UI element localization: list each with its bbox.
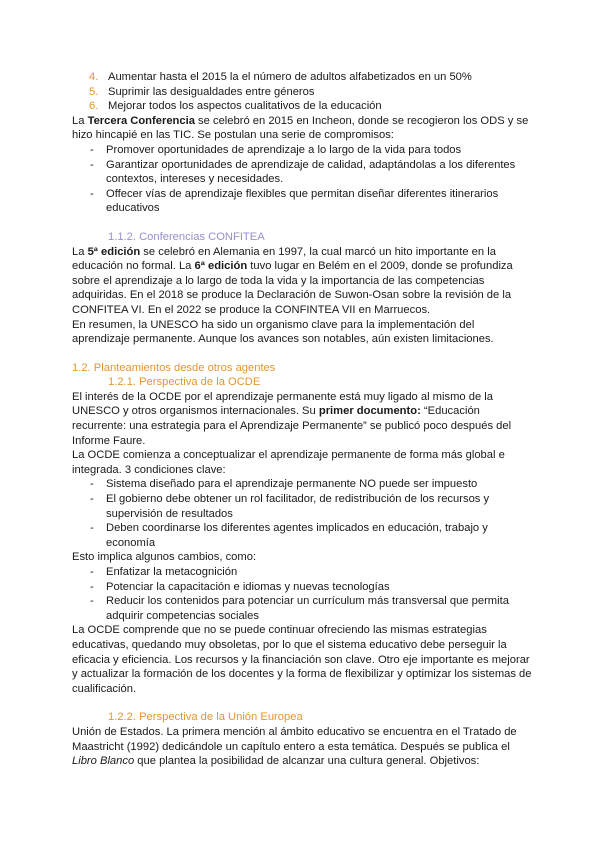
list-item-text: Deben coordinarse los diferentes agentes implicados en educación, trabajo y economía — [106, 522, 488, 549]
document-content — [72, 70, 532, 769]
list-item — [72, 70, 532, 85]
paragraph-resumen: En resumen, la UNESCO ha sido un organismo clave para la implementación del aprendizaje permanente. Aunque los avances son notables, aún existen limitaciones. — [72, 318, 494, 346]
dash-bullet: - — [90, 580, 94, 593]
list-item — [72, 477, 532, 492]
list-item-text: Aumentar hasta el 2015 la el número de adultos alfabetizados en un 50% — [108, 71, 472, 83]
heading-1-2: 1.2. Planteamientos desde otros agentes — [72, 361, 276, 374]
paragraph-ocde-3: La OCDE comprende que no se puede continuar ofreciendo las mismas estrategias educativas, quedando muy obsoletas, por lo que el sistema educativo debe perseguir la eficacia y eficiencia. Los recursos y la financiación son clave. Otro eje importante es mejorar y actualizar la formación de los docentes y la forma de flexibilizar y optimizar los sistemas de cualificación. — [72, 624, 532, 695]
paragraph-ocde-2: La OCDE comienza a conceptualizar el aprendizaje permanente de forma más global e integrada. 3 condiciones clave: — [72, 449, 505, 476]
list-item-text: Promover oportunidades de aprendizaje a lo largo de la vida para todos — [106, 143, 462, 156]
list-item-text: Potenciar la capacitación e idiomas y nuevas tecnologías — [106, 580, 390, 593]
dash-bullet: - — [90, 187, 94, 200]
list-item-text: El gobierno debe obtener un rol facilitador, de redistribución de los recursos y supervisión de resultados — [106, 493, 490, 520]
text-run: tuvo lugar en Belém en el 2009, donde se profundiza sobre el aprendizaje a lo largo de toda la vida y la importancia de las competencias adquiridas. En el 2018 se produce la Declaración de Suwon-Osan sobre la revisión de la CONFITEA VI. En el 2022 se produce la CONFINTEA VII en Marruecos. — [72, 260, 513, 316]
text-run: El interés de la OCDE por el aprendizaje permanente está muy ligado al mismo de la UNESCO y otros organismos internacionales. Su — [72, 390, 493, 418]
dash-bullet: - — [90, 522, 94, 535]
paragraph-ocde-1 — [72, 390, 532, 448]
dash-bullet: - — [90, 478, 94, 491]
list-item-text: Offecer vías de aprendizaje flexibles que permitan diseñar diferentes itinerarios educativos — [106, 187, 499, 215]
heading-1-2-2: 1.2.2. Perspectiva de la Unión Europea — [108, 711, 303, 724]
paragraph-tercera-conferencia — [72, 114, 532, 143]
dash-bullet: - — [90, 566, 94, 578]
list-item — [72, 85, 532, 100]
list-item — [72, 143, 532, 158]
bold-term: Tercera Conferencia — [87, 114, 195, 127]
list-number: 6. — [89, 100, 99, 113]
list-item — [72, 158, 532, 187]
italic-title: Libro Blanco — [72, 755, 135, 768]
list-item — [72, 580, 532, 595]
paragraph-confitea — [72, 245, 532, 318]
bold-term: primer documento: — [318, 405, 421, 418]
list-item — [72, 521, 532, 550]
condiciones-list — [72, 477, 532, 550]
text-run: La — [72, 114, 88, 127]
bold-term: 6ª edición — [194, 260, 248, 273]
cambios-list — [72, 565, 532, 623]
text-run: “Educación recurrente: una estrategia para el Aprendizaje Permanente” se publicó poco después del Informe Faure. — [72, 405, 512, 447]
list-item — [72, 594, 532, 623]
bold-term: 5ª edición — [87, 245, 141, 258]
list-number: 4. — [89, 71, 99, 83]
dash-bullet: - — [90, 595, 94, 608]
text-run: La — [72, 245, 88, 258]
text-run: se celebró en 2015 en Incheon, donde se recogieron los ODS y se hizo hincapié en las TIC. Se postulan una serie de compromisos: — [72, 114, 529, 142]
list-item-text: Mejorar todos los aspectos cualitativos de la educación — [108, 100, 382, 113]
paragraph-union-europea — [72, 725, 532, 769]
list-item-text: Garantizar oportunidades de aprendizaje de calidad, adaptándolas a los diferentes contextos, intereses y necesidades. — [106, 158, 516, 186]
list-item-text: Suprimir las desigualdades entre géneros — [108, 85, 315, 98]
list-number: 5. — [89, 85, 99, 98]
dash-bullet: - — [90, 158, 94, 171]
paragraph-cambios-intro: Esto implica algunos cambios, como: — [72, 551, 257, 564]
text-run: que plantea la posibilidad de alcanzar una cultura general. Objetivos: — [134, 755, 480, 768]
list-item — [72, 187, 532, 216]
list-item-text: Reducir los contenidos para potenciar un currículum más transversal que permita adquirir competencias sociales — [106, 595, 509, 622]
text-run: se celebró en Alemania en 1997, la cual marcó un hito importante en la educación no formal. La — [72, 245, 496, 273]
heading-1-2-1: 1.2.1. Perspectiva de la OCDE — [108, 376, 261, 389]
list-item-text: Enfatizar la metacognición — [106, 566, 238, 578]
list-item — [72, 99, 532, 114]
list-item — [72, 565, 532, 580]
text-run: Unión de Estados. La primera mención al ámbito educativo se encuentra en el Tratado de Maastricht (1992) dedicándole un capítulo entero a esta temática. Después se publica el — [72, 725, 517, 753]
dash-bullet: - — [90, 493, 94, 506]
dash-bullet: - — [90, 143, 94, 156]
list-item — [72, 492, 532, 521]
numbered-list — [72, 70, 532, 114]
compromisos-list — [72, 143, 532, 216]
heading-1-1-2: 1.1.2. Conferencias CONFITEA — [108, 230, 265, 243]
list-item-text: Sistema diseñado para el aprendizaje permanente NO puede ser impuesto — [106, 478, 478, 491]
